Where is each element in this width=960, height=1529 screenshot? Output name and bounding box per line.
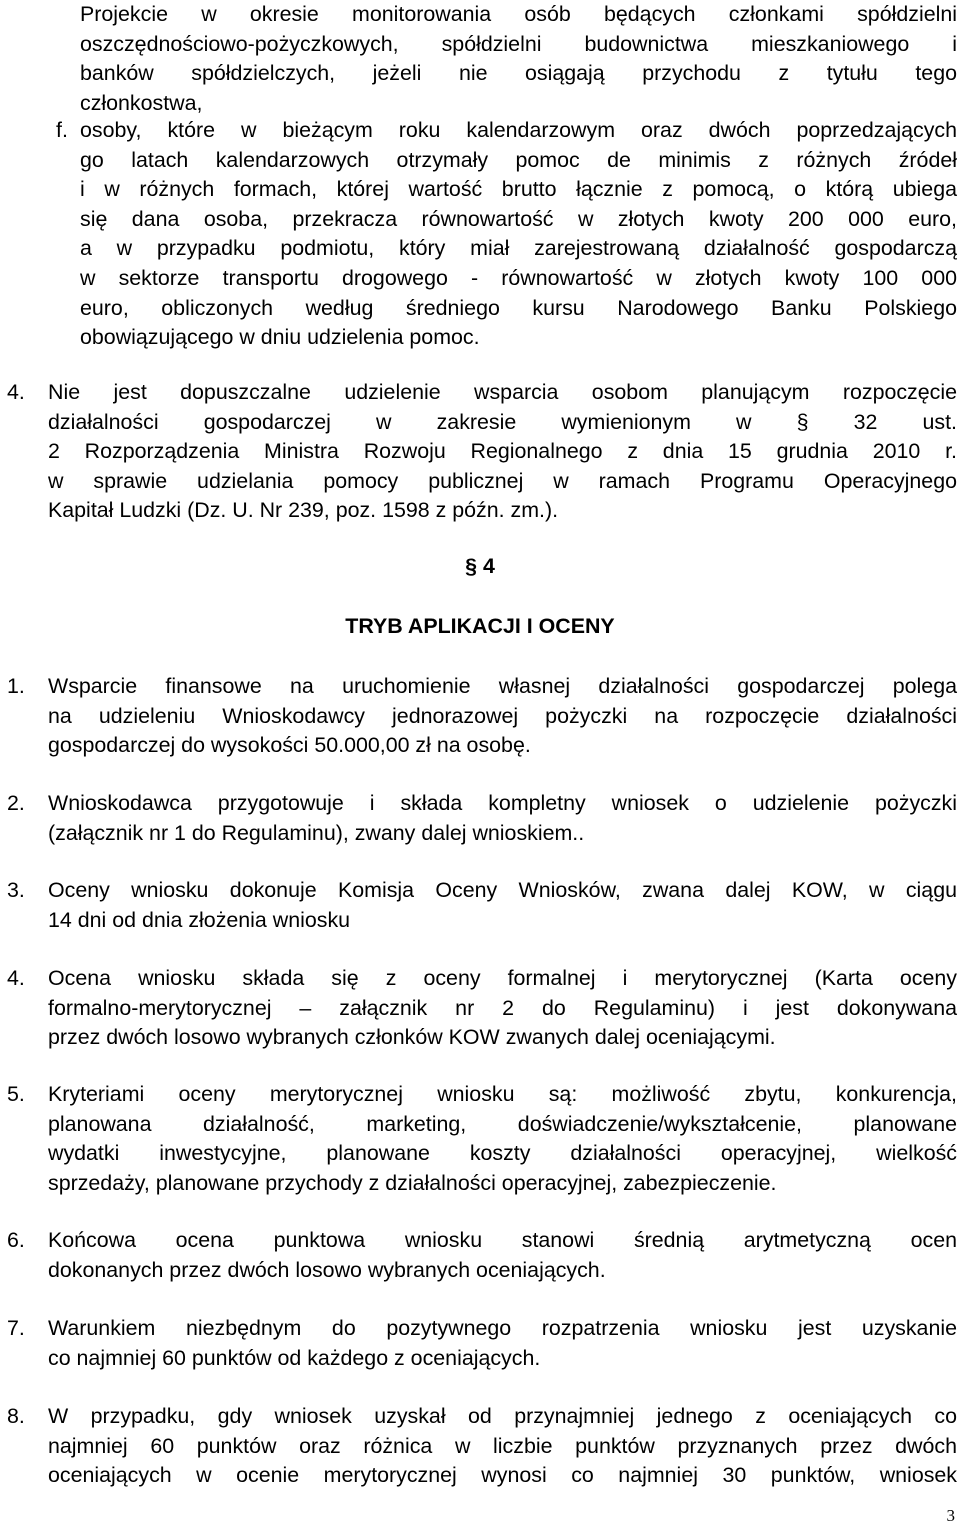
- item-4-top-paragraph: [48, 378, 957, 526]
- list-marker: 1.: [7, 674, 25, 698]
- text-line: Końcowa ocena punktowa wniosku stanowi średnią arytmetyczną ocen: [48, 1228, 957, 1252]
- text-line: euro, obliczonych według średniego kursu Narodowego Banku Polskiego: [80, 295, 957, 320]
- list-marker: 6.: [7, 1228, 25, 1252]
- text-line: oszczędnościowo-pożyczkowych, spółdzielni budownictwa mieszkaniowego i: [80, 31, 957, 56]
- text-line: Nie jest dopuszczalne udzielenie wsparcia osobom planującym rozpoczęcie: [48, 380, 957, 404]
- text-line: członkostwa,: [80, 90, 203, 115]
- text-line: obowiązującego w dniu udzielenia pomoc.: [80, 325, 480, 350]
- list-marker: 8.: [7, 1404, 25, 1428]
- text-line: osoby, które w bieżącym roku kalendarzowym oraz dwóch poprzedzających: [80, 118, 957, 142]
- section-title: TRYB APLIKACJI I OCENY: [345, 614, 615, 638]
- list-marker: f.: [56, 118, 68, 142]
- text-line: Wsparcie finansowe na uruchomienie własnej działalności gospodarczej polega: [48, 674, 957, 698]
- text-line: się dana osoba, przekracza równowartość w złotych kwoty 200 000 euro,: [80, 206, 957, 231]
- item-2-paragraph: [48, 789, 957, 848]
- text-line: a w przypadku podmiotu, który miał zarejestrowaną działalność gospodarczą: [80, 236, 957, 261]
- text-line: Wnioskodawca przygotowuje i składa kompletny wniosek o udzielenie pożyczki: [48, 791, 957, 815]
- text-line: działalności gospodarczej w zakresie wymienionym w § 32 ust.: [48, 409, 957, 434]
- text-line: planowana działalność, marketing, doświadczenie/wykształcenie, planowane: [48, 1111, 957, 1136]
- text-line: Projekcie w okresie monitorowania osób będących członkami spółdzielni: [80, 2, 957, 26]
- item-f-paragraph: [80, 116, 957, 353]
- text-line: dokonanych przez dwóch losowo wybranych oceniających.: [48, 1257, 606, 1282]
- list-marker: 2.: [7, 791, 25, 815]
- text-line: na udzieleniu Wnioskodawcy jednorazowej pożyczki na rozpoczęcie działalności: [48, 703, 957, 728]
- list-marker: 3.: [7, 878, 25, 902]
- section-mark: § 4: [465, 554, 495, 578]
- list-marker: 5.: [7, 1082, 25, 1106]
- text-line: przez dwóch losowo wybranych członków KOW zwanych dalej oceniającymi.: [48, 1025, 776, 1050]
- text-line: 14 dni od dnia złożenia wniosku: [48, 907, 351, 932]
- text-line: Kryteriami oceny merytorycznej wniosku są: możliwość zbytu, konkurencja,: [48, 1082, 957, 1106]
- text-line: i w różnych formach, której wartość brutto łącznie z pomocą, o którą ubiega: [80, 177, 957, 202]
- text-line: Ocena wniosku składa się z oceny formalnej i merytorycznej (Karta oceny: [48, 966, 957, 990]
- page-number: 3: [946, 1506, 955, 1525]
- item-5-paragraph: [48, 1080, 957, 1198]
- text-line: W przypadku, gdy wniosek uzyskał od przynajmniej jednego z oceniających co: [48, 1404, 957, 1428]
- item-6-paragraph: [48, 1226, 957, 1285]
- text-line: oceniających w ocenie merytorycznej wynosi co najmniej 30 punktów, wniosek: [48, 1463, 957, 1488]
- text-line: w sektorze transportu drogowego - równowartość w złotych kwoty 100 000: [80, 265, 957, 290]
- item-7-paragraph: [48, 1314, 957, 1373]
- text-line: (załącznik nr 1 do Regulaminu), zwany dalej wnioskiem..: [48, 820, 585, 845]
- list-marker: 4.: [7, 966, 25, 990]
- item-3-paragraph: [48, 876, 957, 935]
- text-line: formalno-merytorycznej – załącznik nr 2 do Regulaminu) i jest dokonywana: [48, 995, 957, 1020]
- list-marker: 7.: [7, 1316, 25, 1340]
- text-line: go latach kalendarzowych otrzymały pomoc de minimis z różnych źródeł: [80, 147, 957, 172]
- text-line: wydatki inwestycyjne, planowane koszty działalności operacyjnej, wielkość: [48, 1141, 957, 1166]
- item-8-paragraph: [48, 1402, 957, 1491]
- text-line: Warunkiem niezbędnym do pozytywnego rozpatrzenia wniosku jest uzyskanie: [48, 1316, 957, 1340]
- text-line: banków spółdzielczych, jeżeli nie osiągają przychodu z tytułu tego: [80, 61, 957, 86]
- item-4-paragraph: [48, 964, 957, 1053]
- text-line: gospodarczej do wysokości 50.000,00 zł na osobę.: [48, 733, 531, 758]
- text-line: w sprawie udzielania pomocy publicznej w ramach Programu Operacyjnego: [48, 468, 957, 493]
- list-marker: 4.: [7, 380, 25, 404]
- text-line: sprzedaży, planowane przychody z działalności operacyjnej, zabezpieczenie.: [48, 1170, 777, 1195]
- intro-paragraph: [80, 0, 957, 118]
- text-line: najmniej 60 punktów oraz różnica w liczbie punktów przyznanych przez dwóch: [48, 1433, 957, 1458]
- text-line: Kapitał Ludzki (Dz. U. Nr 239, poz. 1598 z późn. zm.).: [48, 498, 559, 523]
- item-1-paragraph: [48, 672, 957, 761]
- text-line: Oceny wniosku dokonuje Komisja Oceny Wniosków, zwana dalej KOW, w ciągu: [48, 878, 957, 902]
- text-line: co najmniej 60 punktów od każdego z oceniających.: [48, 1345, 541, 1370]
- text-line: 2 Rozporządzenia Ministra Rozwoju Regionalnego z dnia 15 grudnia 2010 r.: [48, 439, 957, 464]
